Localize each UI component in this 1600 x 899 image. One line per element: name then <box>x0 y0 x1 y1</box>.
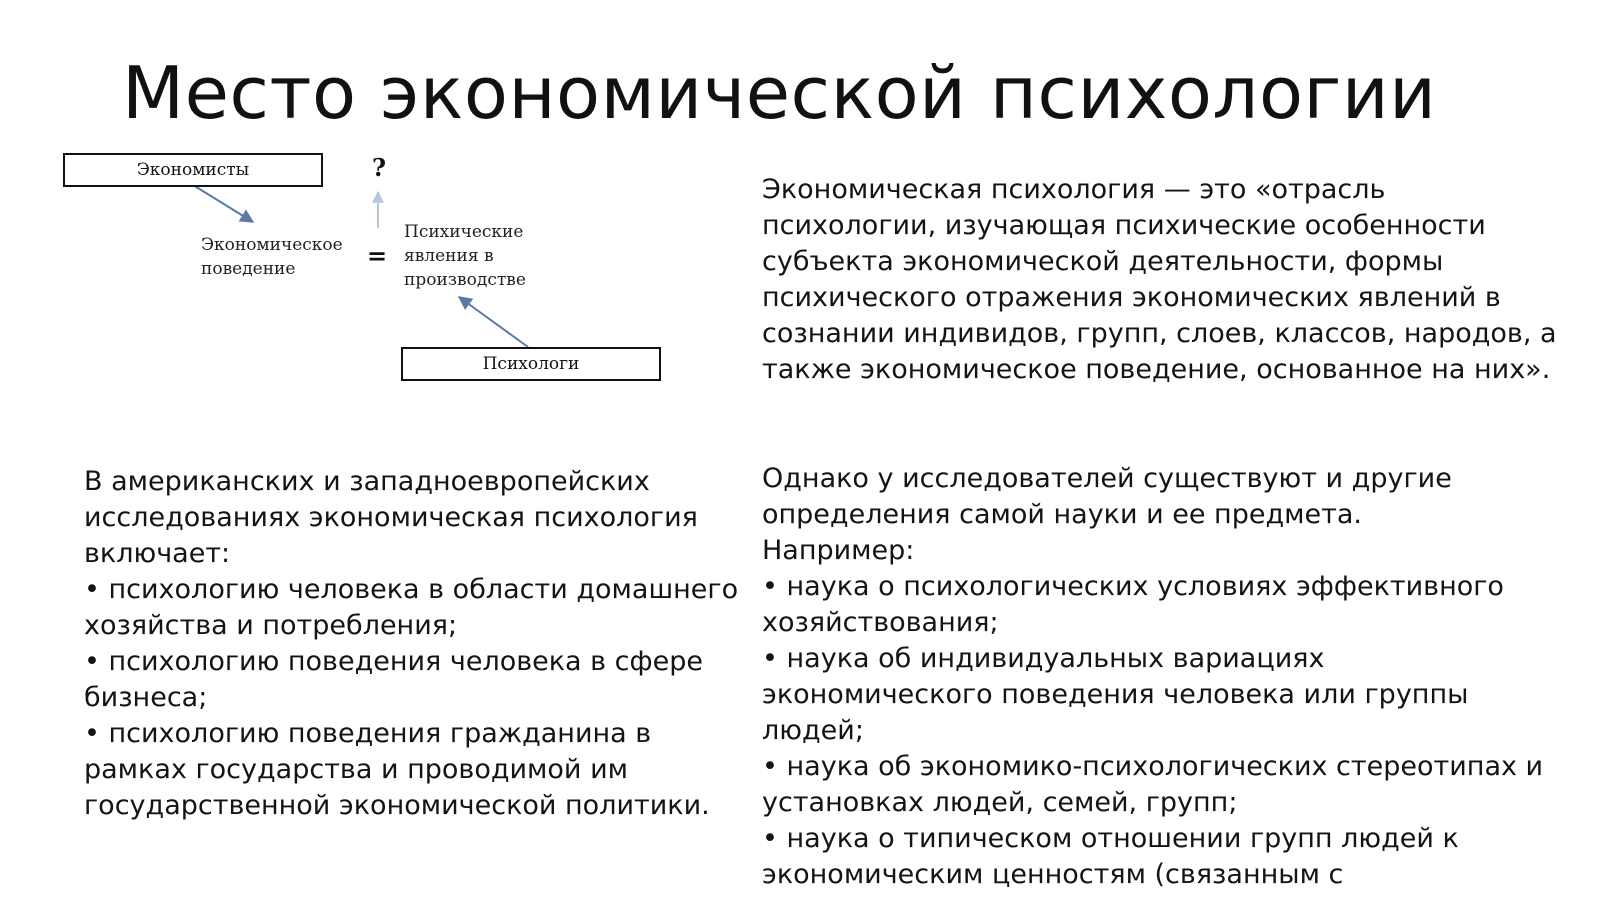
economists-label: Экономисты <box>136 160 250 180</box>
other-definitions-block <box>762 461 1562 893</box>
example-label: Например: <box>762 535 915 566</box>
economists-box <box>63 153 323 187</box>
other-definitions-intro: Однако у исследователей существуют и другие определения самой науки и ее предмета. <box>762 463 1452 530</box>
western-list <box>84 572 744 824</box>
list-item: • психологию поведения гражданина в рамках государства и проводимой им государственной экономической политики. <box>84 716 744 824</box>
list-item: • психологию человека в области домашнего хозяйства и потребления; <box>84 572 744 644</box>
western-intro: В американских и западноевропейских исследованиях экономическая психология включает: <box>84 466 698 569</box>
diagram <box>0 140 720 400</box>
slide-title: Место экономической психологии <box>122 51 1437 135</box>
list-item: • наука о психологических условиях эффективного хозяйствования; <box>762 569 1562 641</box>
phenomena-label-line3: производстве <box>404 270 526 290</box>
list-item: • психологию поведения человека в сфере бизнеса; <box>84 644 744 716</box>
arrow-economists-to-behavior <box>193 185 253 222</box>
western-research-block <box>84 464 744 824</box>
definition-text: Экономическая психология — это «отрасль психологии, изучающая психические особенности субъекта экономической деятельности, формы психического отражения экономических явлений в сознании индивидов, групп, слоев, классов, народов, а также экономическое поведение, основанное на них». <box>762 174 1557 385</box>
definition-block <box>762 172 1562 388</box>
psychologists-label: Психологи <box>482 354 580 374</box>
phenomena-label <box>404 220 526 292</box>
list-item: • наука о типическом отношении групп людей к экономическим ценностям (связанным с <box>762 821 1562 893</box>
psychologists-box <box>401 347 661 381</box>
phenomena-label-line1: Психические <box>404 222 524 242</box>
behavior-label-line2: поведение <box>201 259 296 279</box>
other-definitions-list <box>762 569 1562 893</box>
behavior-label <box>201 233 343 281</box>
phenomena-label-line2: явления в <box>404 246 494 266</box>
arrow-psychologists-to-phenomena <box>459 297 528 347</box>
list-item: • наука об экономико-психологических стереотипах и установках людей, семей, групп; <box>762 749 1562 821</box>
question-mark: ? <box>372 153 387 182</box>
list-item: • наука об индивидуальных вариациях экономического поведения человека или группы людей; <box>762 641 1562 749</box>
behavior-label-line1: Экономическое <box>201 235 343 255</box>
equals-sign: = <box>367 241 388 270</box>
